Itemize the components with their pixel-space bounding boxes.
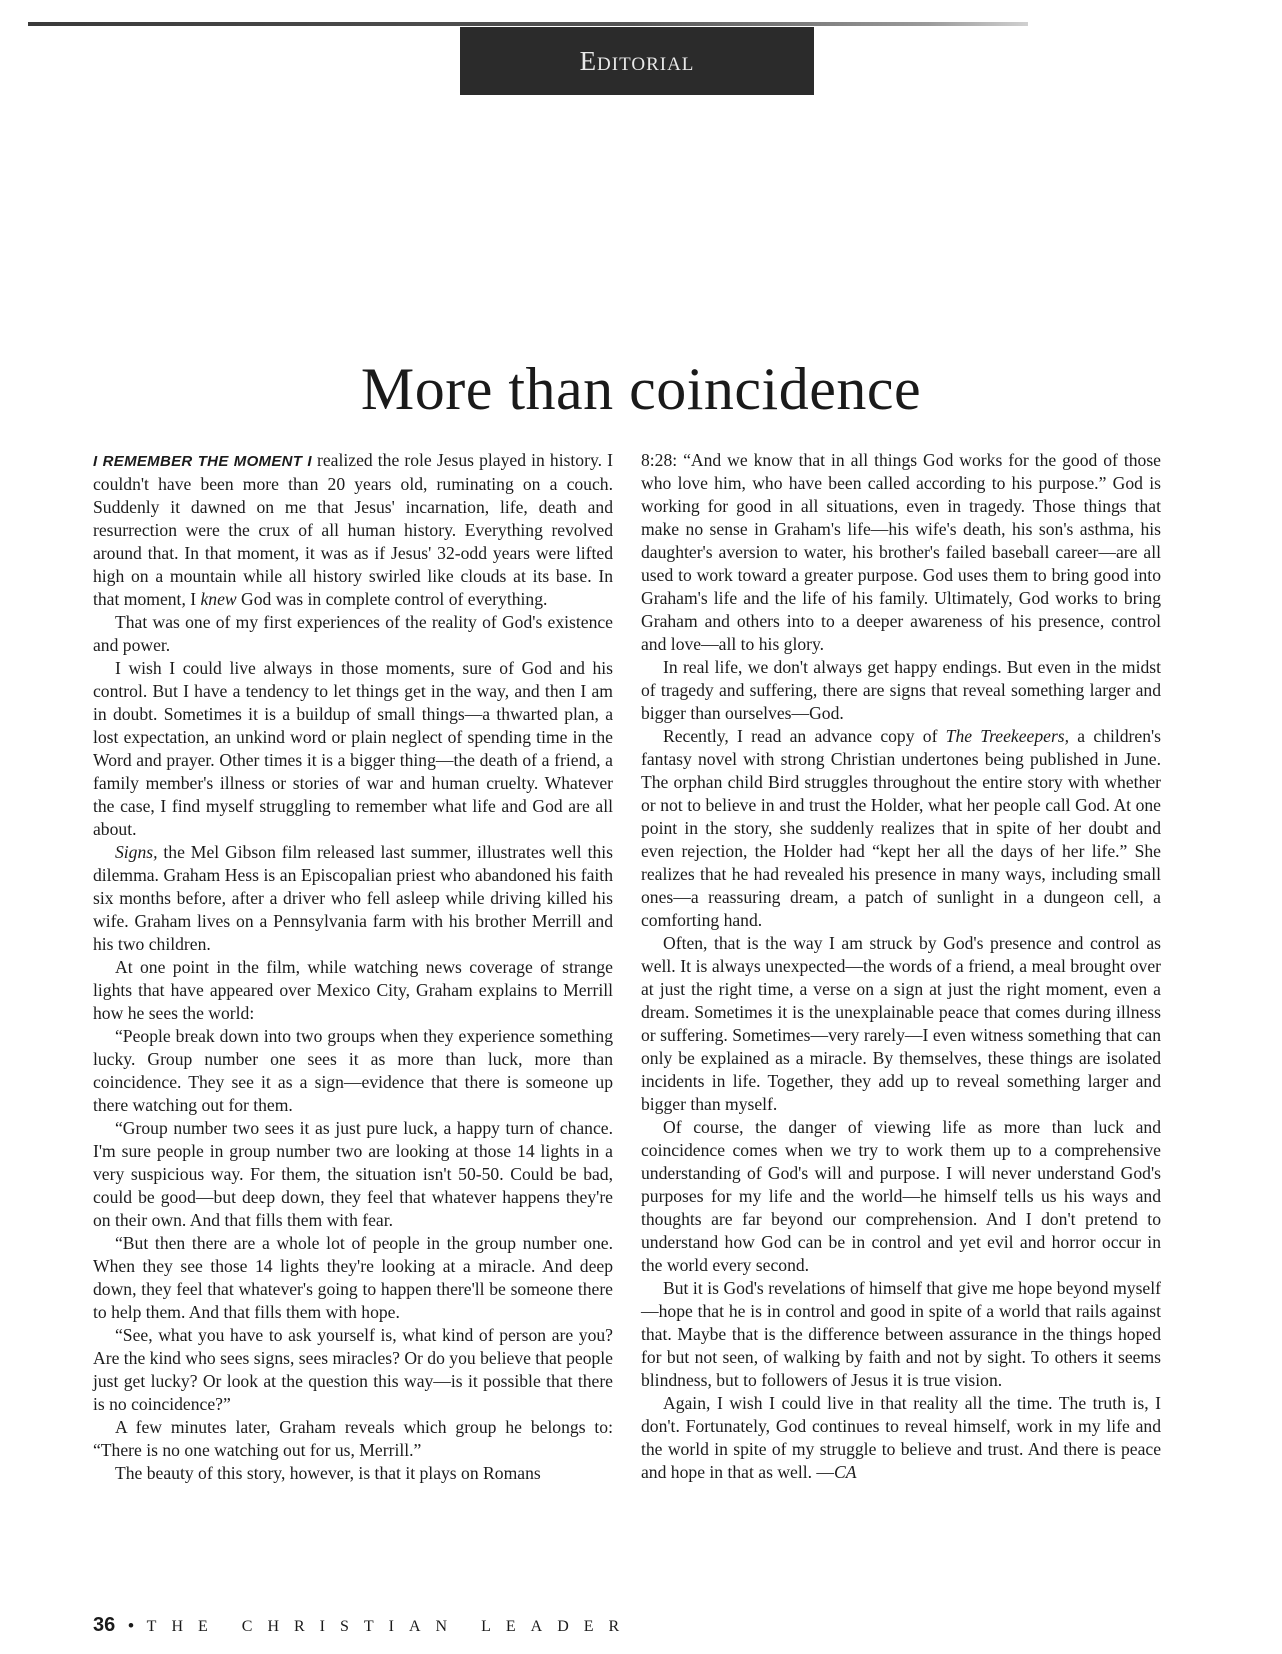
emphasized-text: knew: [200, 589, 237, 609]
paragraph-text: God was in complete control of everything.: [236, 589, 548, 609]
paragraph: [93, 841, 613, 956]
paragraph-text: But it is God's revelations of himself that give me hope beyond myself—hope that he is in control and good in spite of a world that rails against that. Maybe that is the difference between assurance in the things hoped for but not seen, of walking by faith and not by sight. To others it seems blindness, but to followers of Jesus it is true vision.: [641, 1278, 1161, 1390]
paragraph: [641, 1116, 1161, 1277]
paragraph-text: That was one of my first experiences of the reality of God's existence and power.: [93, 612, 613, 655]
paragraph: [93, 1232, 613, 1324]
paragraph: [93, 956, 613, 1025]
paragraph: [641, 932, 1161, 1116]
paragraph-text: Often, that is the way I am struck by God's presence and control as well. It is always unexpected—the words of a friend, a meal brought over at just the right time, a verse on a sign at just the right moment, even a dream. Sometimes it is the unexplainable peace that comes during illness or suffering. Sometimes—very rarely—I even witness something that can only be explained as a miracle. By themselves, these things are isolated incidents in life. Together, they add up to reveal something larger and bigger than myself.: [641, 933, 1161, 1114]
paragraph: [93, 1416, 613, 1462]
publication-name: THE CHRISTIAN LEADER: [146, 1618, 635, 1635]
page-number: 36: [93, 1614, 116, 1636]
paragraph-text: a children's fantasy novel with strong Christian undertones being published in June. The orphan child Bird struggles throughout the entire story with whether or not to believe in and trust the Holder, what her people call God. At one point in the story, she suddenly realizes that in spite of her doubt and even rejection, the Holder had “kept her all the days of her life.” She realizes that he had revealed his presence in many ways, including small ones—a reassuring dream, a patch of sunlight in a dungeon cell, a comforting hand.: [641, 726, 1162, 930]
paragraph-text: “People break down into two groups when they experience something lucky. Group number one sees it as more than luck, more than coincidence. They see it as a sign—evidence that there is someone up there watching out for them.: [93, 1026, 613, 1115]
paragraph-text: The beauty of this story, however, is that it plays on Romans: [115, 1463, 541, 1483]
paragraph-text: “Group number two sees it as just pure luck, a happy turn of chance. I'm sure people in group number two are looking at those 14 lights in a very suspicious way. For them, the situation isn't 50-50. Could be bad, could be good—but deep down, they feel that whatever happens they're on their own. And that fills them with fear.: [93, 1118, 613, 1230]
paragraph: [641, 449, 1161, 656]
paragraph: [93, 1025, 613, 1117]
paragraph-text: “See, what you have to ask yourself is, what kind of person are you? Are the kind who sees signs, sees miracles? Or do you believe that people just get lucky? Or look at the question this way—is it possible that there is no coincidence?”: [93, 1325, 613, 1414]
paragraph-text: Recently, I read an advance copy of: [663, 726, 946, 746]
paragraph-text: 8:28: “And we know that in all things God works for the good of those who love him, who have been called according to his purpose.” God is working for good in all situations, even in tragedy. Those things that make no sense in Graham's life—his wife's death, his son's asthma, his daughter's aversion to water, his brother's failed baseball career—are all used to work toward a greater purpose. God uses them to bring good into Graham's life and the life of his family. Ultimately, God works to bring Graham and others into to a deeper awareness of his presence, control and love—all to his glory.: [641, 450, 1161, 654]
paragraph: [641, 725, 1161, 932]
emphasized-text: CA: [834, 1462, 857, 1482]
footer-separator: •: [127, 1616, 134, 1635]
paragraph: [641, 1277, 1161, 1392]
paragraph-text: A few minutes later, Graham reveals which group he belongs to: “There is no one watching out for us, Merrill.”: [93, 1417, 613, 1460]
paragraph: [93, 611, 613, 657]
right-column: [641, 449, 1161, 1484]
paragraph: [93, 1324, 613, 1416]
paragraph: [93, 449, 613, 611]
paragraph-text: realized the role Jesus played in history. I couldn't have been more than 20 years old, ruminating on a couch. Suddenly it dawned on me that Jesus' incarnation, life, death and resurrection were the crux of all human history. Everything revolved around that. In that moment, it was as if Jesus' 32-odd years were lifted high on a mountain while all history swirled like clouds at its base. In that moment, I: [93, 450, 613, 609]
emphasized-text: Signs,: [115, 842, 158, 862]
paragraph-text: I wish I could live always in those moments, sure of God and his control. But I have a tendency to let things get in the way, and then I am in doubt. Sometimes it is a buildup of small things—a thwarted plan, a lost expectation, an unkind word or plain neglect of spending time in the Word and prayer. Other times it is a bigger thing—the death of a friend, a family member's illness or stories of war and human cruelty. Whatever the case, I find myself struggling to remember what life and God are all about.: [93, 658, 613, 839]
section-banner: [460, 27, 814, 95]
emphasized-text: The Treekeepers,: [945, 726, 1070, 746]
article-title: More than coincidence: [360, 356, 922, 422]
paragraph-text: “But then there are a whole lot of people in the group number one. When they see those 14 lights they're looking at a miracle. And deep down, they feel that whatever's going to happen there'll be someone there to help them. And that fills them with hope.: [93, 1233, 613, 1322]
paragraph: [641, 1392, 1161, 1484]
section-label: Editorial: [579, 45, 695, 76]
paragraph-text: Again, I wish I could live in that reality all the time. The truth is, I don't. Fortunately, God continues to reveal himself, work in my life and the world in spite of my struggle to believe and trust. And there is peace and hope in that as well. —: [641, 1393, 1161, 1482]
paragraph: [93, 657, 613, 841]
paragraph-text: In real life, we don't always get happy endings. But even in the midst of tragedy and suffering, there are signs that reveal something larger and bigger than ourselves—God.: [641, 657, 1161, 723]
paragraph-text: At one point in the film, while watching news coverage of strange lights that have appeared over Mexico City, Graham explains to Merrill how he sees the world:: [93, 957, 613, 1023]
paragraph: [641, 656, 1161, 725]
left-column: [93, 449, 613, 1485]
lead-in: I REMEMBER THE MOMENT I: [93, 453, 312, 470]
top-rule: [28, 22, 1028, 26]
page-footer: [93, 1614, 634, 1637]
paragraph-text: the Mel Gibson film released last summer, illustrates well this dilemma. Graham Hess is an Episcopalian priest who abandoned his faith six months before, after a driver who fell asleep while driving killed his wife. Graham lives on a Pennsylvania farm with his brother Merrill and his two children.: [93, 842, 613, 954]
paragraph-text: Of course, the danger of viewing life as more than luck and coincidence comes when we try to work them up to a comprehensive understanding of God's will and purpose. I will never understand God's purposes for my life and the world—he himself tells us his ways and thoughts are far beyond our comprehension. And I don't pretend to understand how God can be in control and yet evil and horror occur in the world every second.: [641, 1117, 1161, 1275]
paragraph: [93, 1117, 613, 1232]
paragraph: [93, 1462, 613, 1485]
